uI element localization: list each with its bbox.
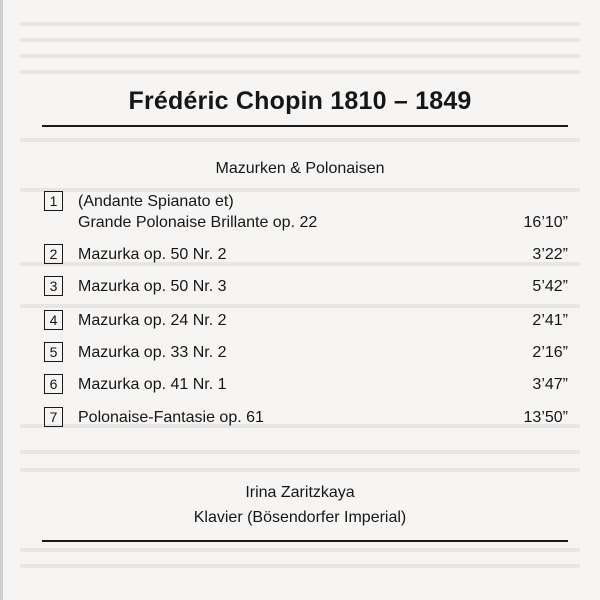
track-number: 4 bbox=[44, 310, 63, 330]
track-number: 3 bbox=[44, 276, 63, 296]
track-row bbox=[44, 244, 568, 266]
track-duration: 13’50” bbox=[523, 409, 568, 426]
track-title: (Andante Spianato et) bbox=[78, 193, 234, 210]
track-title: Mazurka op. 24 Nr. 2 bbox=[78, 312, 227, 329]
track-duration: 2’41” bbox=[532, 312, 568, 329]
track-duration: 16’10” bbox=[523, 214, 568, 231]
track-row bbox=[44, 310, 568, 332]
bleed-through-text bbox=[20, 548, 580, 552]
bleed-through-text bbox=[20, 22, 580, 26]
album-subtitle: Mazurken & Polonaisen bbox=[215, 160, 385, 177]
bleed-through-text bbox=[20, 70, 580, 74]
track-number: 7 bbox=[44, 407, 63, 427]
track-row bbox=[44, 276, 568, 298]
performer-name: Irina Zaritzkaya bbox=[245, 484, 355, 501]
track-number: 5 bbox=[44, 342, 63, 362]
track-number: 2 bbox=[44, 244, 63, 264]
track-duration: 5’42” bbox=[532, 278, 568, 295]
track-duration: 2’16” bbox=[532, 344, 568, 361]
track-row bbox=[44, 407, 568, 429]
track-row bbox=[44, 374, 568, 396]
track-row bbox=[44, 191, 568, 235]
track-duration: 3’22” bbox=[532, 246, 568, 263]
track-duration: 3’47” bbox=[532, 376, 568, 393]
track-title: Mazurka op. 50 Nr. 3 bbox=[78, 278, 227, 295]
bleed-through-text bbox=[20, 38, 580, 42]
title-rule bbox=[42, 125, 568, 127]
track-title: Polonaise-Fantasie op. 61 bbox=[78, 409, 264, 426]
track-row bbox=[44, 342, 568, 364]
track-title: Mazurka op. 41 Nr. 1 bbox=[78, 376, 227, 393]
bleed-through-text bbox=[20, 450, 580, 454]
bleed-through-text bbox=[20, 564, 580, 568]
footer-rule bbox=[42, 540, 568, 542]
bleed-through-text bbox=[20, 138, 580, 142]
bleed-through-text bbox=[20, 304, 580, 308]
track-title: Mazurka op. 33 Nr. 2 bbox=[78, 344, 227, 361]
track-number: 1 bbox=[44, 191, 63, 211]
page-title: Frédéric Chopin 1810 – 1849 bbox=[128, 87, 472, 115]
track-title-continued: Grande Polonaise Brillante op. 22 bbox=[78, 214, 318, 231]
track-title: Mazurka op. 50 Nr. 2 bbox=[78, 246, 227, 263]
bleed-through-text bbox=[20, 468, 580, 472]
performer-instrument: Klavier (Bösendorfer Imperial) bbox=[193, 509, 407, 526]
track-number: 6 bbox=[44, 374, 63, 394]
bleed-through-text bbox=[20, 54, 580, 58]
